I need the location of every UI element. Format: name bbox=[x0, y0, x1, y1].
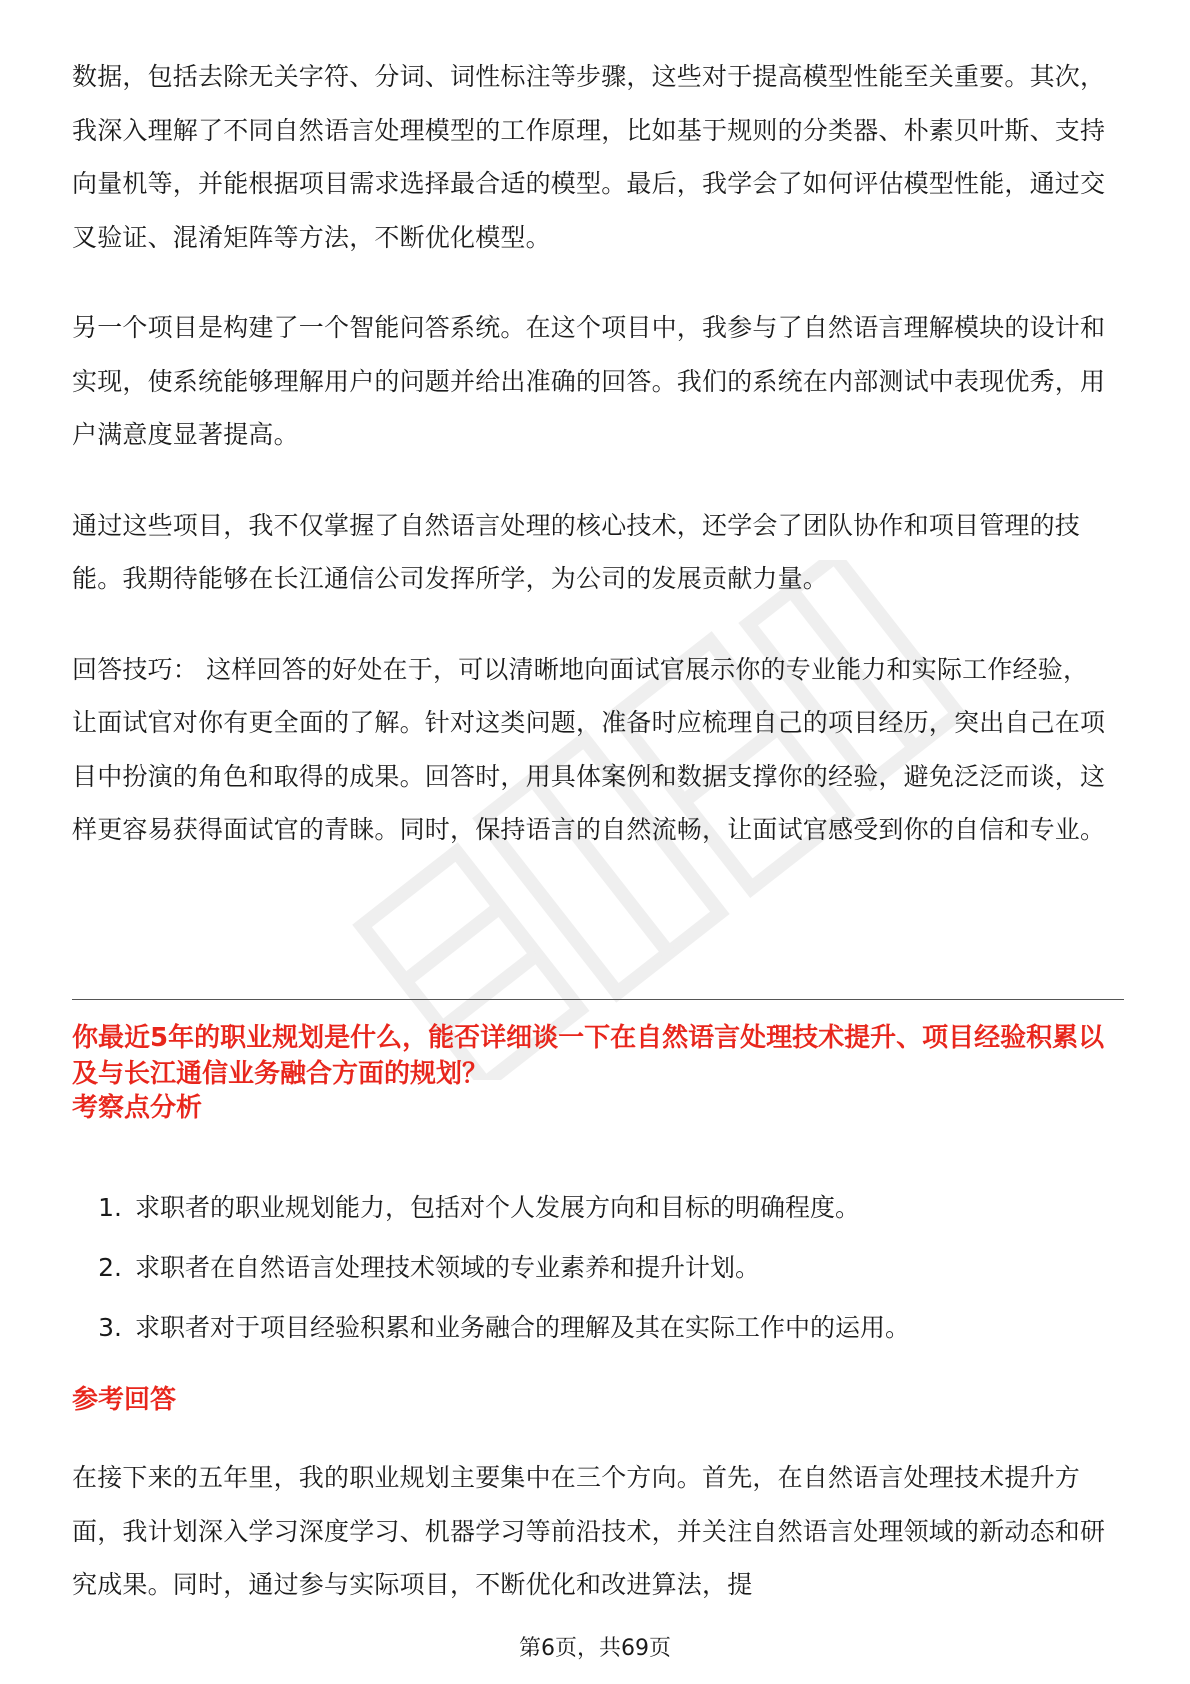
paragraph-summary: 通过这些项目，我不仅掌握了自然语言处理的核心技术，还学会了团队协作和项目管理的技能。我期待能够在长江通信公司发挥所学，为公司的发展贡献力量。 bbox=[72, 510, 1081, 593]
list-item-text: 求职者对于项目经验积累和业务融合的理解及其在实际工作中的运用。 bbox=[135, 1313, 911, 1342]
paragraph-model-learning: 数据，包括去除无关字符、分词、词性标注等步骤，这些对于提高模型性能至关重要。其次，我深入理解了不同自然语言处理模型的工作原理，比如基于规则的分类器、朴素贝叶斯、支持向量机等，并能根据项目需求选择最合适的模型。最后，我学会了如何评估模型性能，通过交叉验证、混淆矩阵等方法，不断优化模型。 bbox=[72, 62, 1106, 252]
reference-answer-heading: 参考回答 bbox=[72, 1385, 177, 1415]
interview-question: 你最近5年的职业规划是什么，能否详细谈一下在自然语言处理技术提升、项目经验积累以及与长江通信业务融合方面的规划？ bbox=[72, 1023, 1105, 1089]
list-item bbox=[72, 1310, 1112, 1346]
list-item-text: 求职者在自然语言处理技术领域的专业素养和提升计划。 bbox=[135, 1253, 761, 1282]
list-item-number: 2. bbox=[98, 1253, 122, 1282]
analysis-heading: 考察点分析 bbox=[72, 1093, 203, 1123]
page-number: 第6页，共69页 bbox=[519, 1636, 671, 1661]
list-item-number: 3. bbox=[98, 1313, 122, 1342]
reference-answer-text: 在接下来的五年里，我的职业规划主要集中在三个方向。首先，在自然语言处理技术提升方面，我计划深入学习深度学习、机器学习等前沿技术，并关注自然语言处理领域的新动态和研究成果。同时，通过参与实际项目，不断优化和改进算法，提 bbox=[72, 1463, 1106, 1599]
list-item bbox=[72, 1190, 1112, 1226]
analysis-list bbox=[72, 1190, 1112, 1370]
list-item-number: 1. bbox=[98, 1193, 122, 1222]
section-divider bbox=[72, 999, 1124, 1000]
list-item bbox=[72, 1250, 1112, 1286]
list-item-text: 求职者的职业规划能力，包括对个人发展方向和目标的明确程度。 bbox=[135, 1193, 861, 1222]
document-body bbox=[72, 50, 1112, 894]
paragraph-qa-system: 另一个项目是构建了一个智能问答系统。在这个项目中，我参与了自然语言理解模块的设计和实现，使系统能够理解用户的问题并给出准确的回答。我们的系统在内部测试中表现优秀，用户满意度显著提高。 bbox=[72, 313, 1106, 449]
paragraph-answer-tips: 回答技巧： 这样回答的好处在于，可以清晰地向面试官展示你的专业能力和实际工作经验，让面试官对你有更全面的了解。针对这类问题，准备时应梳理自己的项目经历，突出自己在项目中扮演的角色和取得的成果。回答时，用具体案例和数据支撑你的经验，避免泛泛而谈，这样更容易获得面试官的青睐。同时，保持语言的自然流畅，让面试官感受到你的自信和专业。 bbox=[72, 654, 1106, 844]
